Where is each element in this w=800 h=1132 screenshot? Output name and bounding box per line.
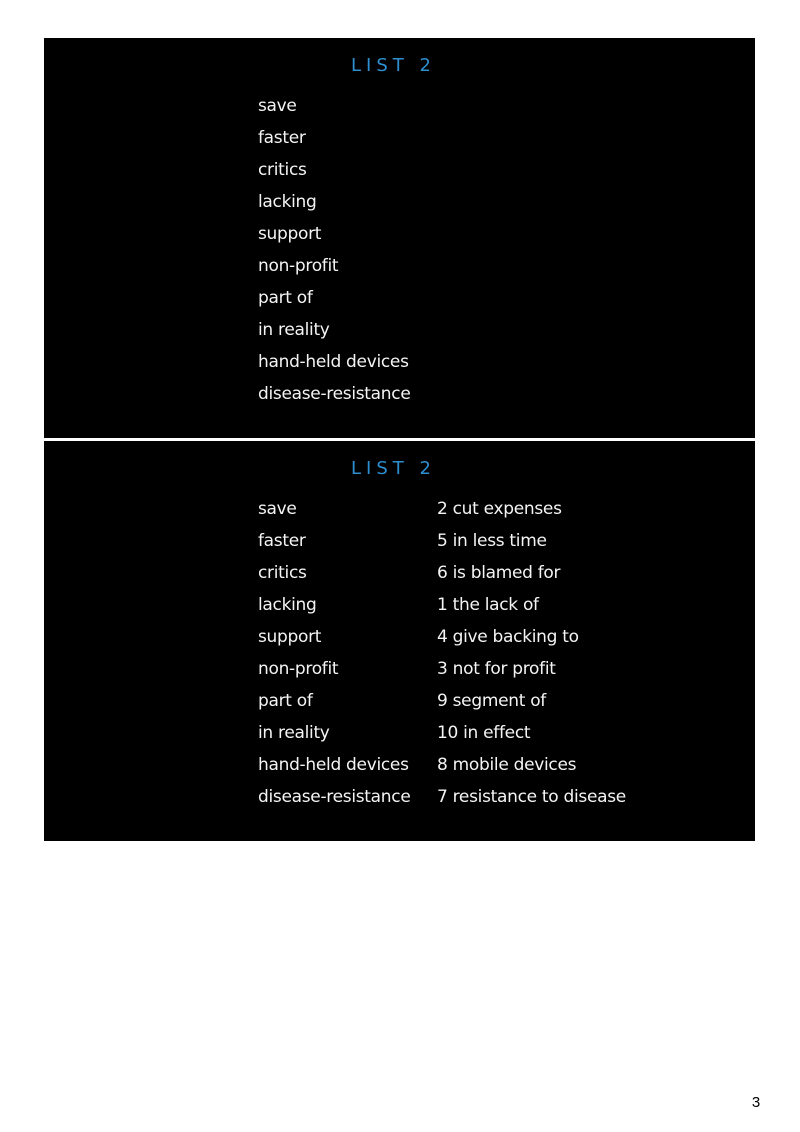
- slide-title: LIST 2: [351, 55, 436, 76]
- slide-title: LIST 2: [351, 458, 436, 479]
- term-item: disease-resistance: [258, 384, 411, 404]
- match-item: 4 give backing to: [437, 627, 579, 647]
- match-item: 1 the lack of: [437, 595, 539, 615]
- term-item: critics: [258, 160, 307, 180]
- term-item: hand-held devices: [258, 352, 409, 372]
- term-item: save: [258, 96, 297, 116]
- term-item: lacking: [258, 595, 317, 615]
- match-list: [437, 497, 626, 817]
- term-item: support: [258, 224, 322, 244]
- term-item: non-profit: [258, 256, 339, 276]
- term-item: save: [258, 499, 297, 519]
- term-item: faster: [258, 128, 306, 148]
- term-item: faster: [258, 531, 306, 551]
- slide-list-2-terms: [44, 38, 755, 438]
- term-list: [258, 497, 410, 817]
- match-item: 9 segment of: [437, 691, 546, 711]
- match-item: 10 in effect: [437, 723, 531, 743]
- term-item: support: [258, 627, 322, 647]
- match-item: 5 in less time: [437, 531, 547, 551]
- page-number: 3: [751, 1094, 761, 1111]
- match-item: 8 mobile devices: [437, 755, 577, 775]
- term-item: lacking: [258, 192, 317, 212]
- match-item: 2 cut expenses: [437, 499, 562, 519]
- term-item: part of: [258, 691, 313, 711]
- term-item: hand-held devices: [258, 755, 409, 775]
- match-item: 7 resistance to disease: [437, 787, 626, 807]
- match-item: 3 not for profit: [437, 659, 556, 679]
- slide-list-2-answers: [44, 441, 755, 841]
- match-item: 6 is blamed for: [437, 563, 561, 583]
- term-item: non-profit: [258, 659, 339, 679]
- term-item: in reality: [258, 723, 330, 743]
- term-item: disease-resistance: [258, 787, 411, 807]
- term-item: critics: [258, 563, 307, 583]
- term-item: part of: [258, 288, 313, 308]
- term-list: [258, 94, 410, 414]
- term-item: in reality: [258, 320, 330, 340]
